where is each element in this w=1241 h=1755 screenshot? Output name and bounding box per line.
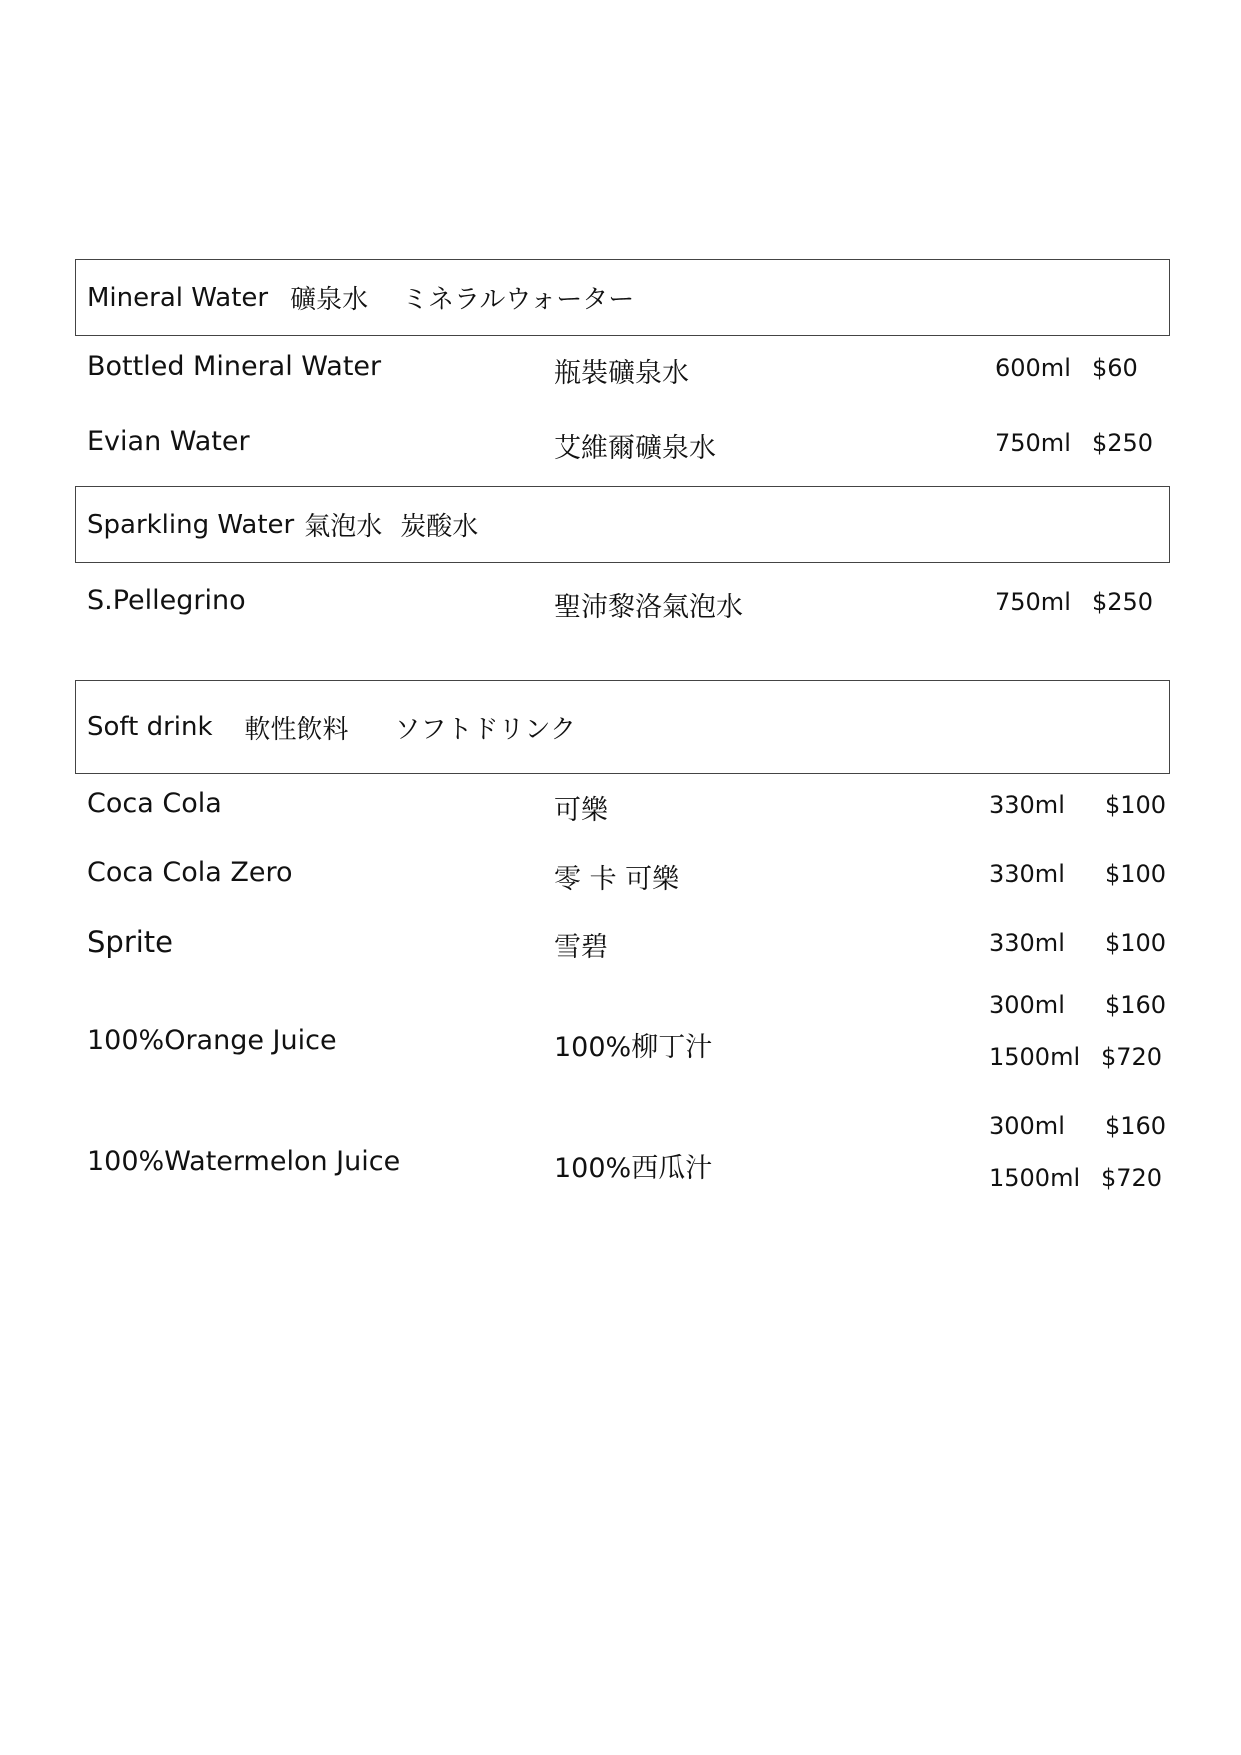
item-volume: 330ml [989,860,1065,888]
item-volume: 300ml [989,991,1065,1019]
item-price: $100 [1105,929,1167,957]
item-name-zh: 可樂 [554,795,608,826]
item-name-en: 100%Orange Juice [87,1025,337,1056]
item-price: $720 [1101,1043,1163,1071]
item-volume: 330ml [989,791,1065,819]
menu-item-coca-cola-zero [75,843,1170,912]
menu-item-sprite [75,912,1170,981]
item-volume: 300ml [989,1112,1065,1140]
item-volume: 750ml [995,588,1071,616]
item-price: $160 [1105,991,1167,1019]
item-name-en: Evian Water [87,426,250,457]
item-volume: 1500ml [989,1164,1081,1192]
item-name-zh: 艾維爾礦泉水 [554,433,716,464]
item-price: $250 [1092,429,1154,457]
item-name-zh: 雪碧 [554,932,608,963]
item-price: $160 [1105,1112,1167,1140]
item-price: $100 [1105,791,1167,819]
item-name-en: Bottled Mineral Water [87,351,382,382]
section-title-en: Soft drink [87,712,213,742]
item-price: $250 [1092,588,1154,616]
item-price: $720 [1101,1164,1163,1192]
item-price: $60 [1092,354,1138,382]
item-volume: 600ml [995,354,1071,382]
section-title-zh: 礦泉水 [290,285,369,315]
menu-item-s-pellegrino [75,563,1170,680]
item-volume: 330ml [989,929,1065,957]
section-header-mineral-water [75,259,1170,336]
section-header-sparkling-water [75,486,1170,563]
menu-item-watermelon-juice [75,1102,1170,1223]
section-title-en: Sparkling Water [87,509,295,540]
menu-item-orange-juice [75,981,1170,1102]
item-volume: 1500ml [989,1043,1081,1071]
section-title-ja: 炭酸水 [400,512,479,542]
section-title-zh: 氣泡水 [304,512,383,542]
item-name-en: Sprite [87,925,174,959]
item-name-zh: 瓶裝礦泉水 [554,358,689,389]
item-price: $100 [1105,860,1167,888]
section-title-en: Mineral Water [87,282,269,313]
item-name-en: Coca Cola [87,788,222,819]
item-name-zh: 零 卡 可樂 [554,864,680,895]
item-name-zh: 100%西瓜汁 [554,1153,713,1184]
drink-menu [75,259,1170,1223]
section-title-ja: ソフトドリンク [394,714,577,745]
section-title-zh: 軟性飲料 [244,714,349,745]
item-name-en: S.Pellegrino [87,585,246,616]
item-volume: 750ml [995,429,1071,457]
item-name-en: 100%Watermelon Juice [87,1146,401,1177]
item-name-en: Coca Cola Zero [87,857,293,888]
menu-item-bottled-mineral-water [75,336,1170,411]
item-name-zh: 聖沛黎洛氣泡水 [554,592,743,623]
section-header-soft-drink [75,680,1170,774]
menu-item-evian-water [75,411,1170,486]
section-title-ja: ミネラルウォーター [402,285,635,315]
menu-item-coca-cola [75,774,1170,843]
item-name-zh: 100%柳丁汁 [554,1032,713,1063]
